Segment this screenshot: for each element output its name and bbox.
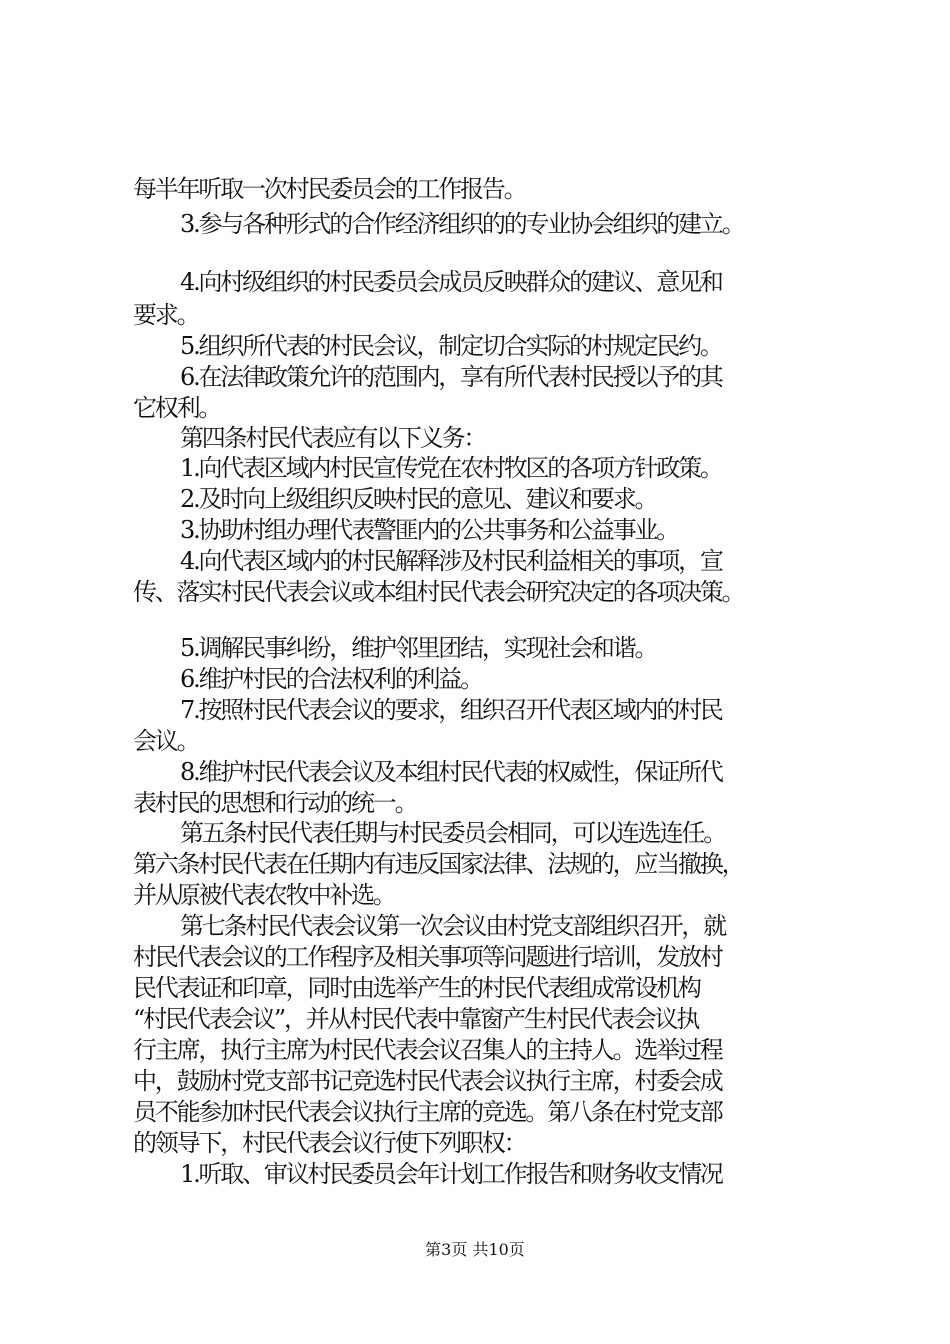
body-line: 5.调解民事纠纷，维护邻里团结，实现社会和谐。 — [180, 634, 657, 662]
body-line: 第六条村民代表在任期内有违反国家法律、法规的，应当撤换， — [133, 850, 744, 878]
body-line: 民代表证和印章，同时由选举产生的村民代表组成常设机构 — [133, 974, 700, 1002]
body-line: 行主席，执行主席为村民代表会议召集人的主持人。选举过程 — [133, 1036, 722, 1064]
body-line: 员不能参加村民代表会议执行主席的竞选。第八条在村党支部 — [133, 1098, 722, 1126]
body-line: 它权利。 — [133, 394, 221, 422]
body-line: 会议。 — [133, 727, 199, 755]
body-line: 每半年听取一次村民委员会的工作报告。 — [133, 175, 526, 203]
body-line: 要求。 — [133, 301, 199, 329]
page-number-footer: 第3页 共10页 — [425, 1240, 525, 1259]
body-line: 3.参与各种形式的合作经济组织的的专业协会组织的建立。 — [180, 210, 744, 238]
body-line: 第七条村民代表会议第一次会议由村党支部组织召开，就 — [180, 912, 725, 940]
body-line: 2.及时向上级组织反映村民的意见、建议和要求。 — [180, 485, 657, 513]
body-line: 6.维护村民的合法权利的利益。 — [180, 665, 482, 693]
body-line: 4.向村级组织的村民委员会成员反映群众的建议、意见和 — [180, 268, 722, 296]
body-line: 1.听取、审议村民委员会年计划工作报告和财务收支情况 — [180, 1160, 722, 1188]
body-line: 传、落实村民代表会议或本组村民代表会研究决定的各项决策。 — [133, 578, 744, 606]
body-line: 7.按照村民代表会议的要求，组织召开代表区域内的村民 — [180, 696, 722, 724]
body-line: 6.在法律政策允许的范围内，享有所代表村民授以予的其 — [180, 363, 722, 391]
body-line: 5.组织所代表的村民会议，制定切合实际的村规定民约。 — [180, 332, 722, 360]
body-line: 1.向代表区域内村民宣传党在农村牧区的各项方针政策。 — [180, 454, 722, 482]
body-line: “村民代表会议”，并从村民代表中靠窗产生村民代表会议执 — [133, 1005, 699, 1033]
body-line: 村民代表会议的工作程序及相关事项等问题进行培训，发放村 — [133, 943, 722, 971]
body-line: 并从原被代表农牧中补选。 — [133, 881, 395, 909]
body-line: 表村民的思想和行动的统一。 — [133, 789, 417, 817]
body-line: 4.向代表区域内的村民解释涉及村民利益相关的事项，宣 — [180, 547, 722, 575]
body-line: 中，鼓励村党支部书记竞选村民代表会议执行主席，村委会成 — [133, 1067, 722, 1095]
body-line: 8.维护村民代表会议及本组村民代表的权威性，保证所代 — [180, 758, 722, 786]
body-line: 第五条村民代表任期与村民委员会相同，可以连选连任。 — [180, 819, 725, 847]
body-line: 的领导下，村民代表会议行使下列职权： — [133, 1129, 526, 1157]
body-line: 3.协助村组办理代表警匪内的公共事务和公益事业。 — [180, 516, 679, 544]
body-line: 第四条村民代表应有以下义务： — [180, 424, 486, 452]
